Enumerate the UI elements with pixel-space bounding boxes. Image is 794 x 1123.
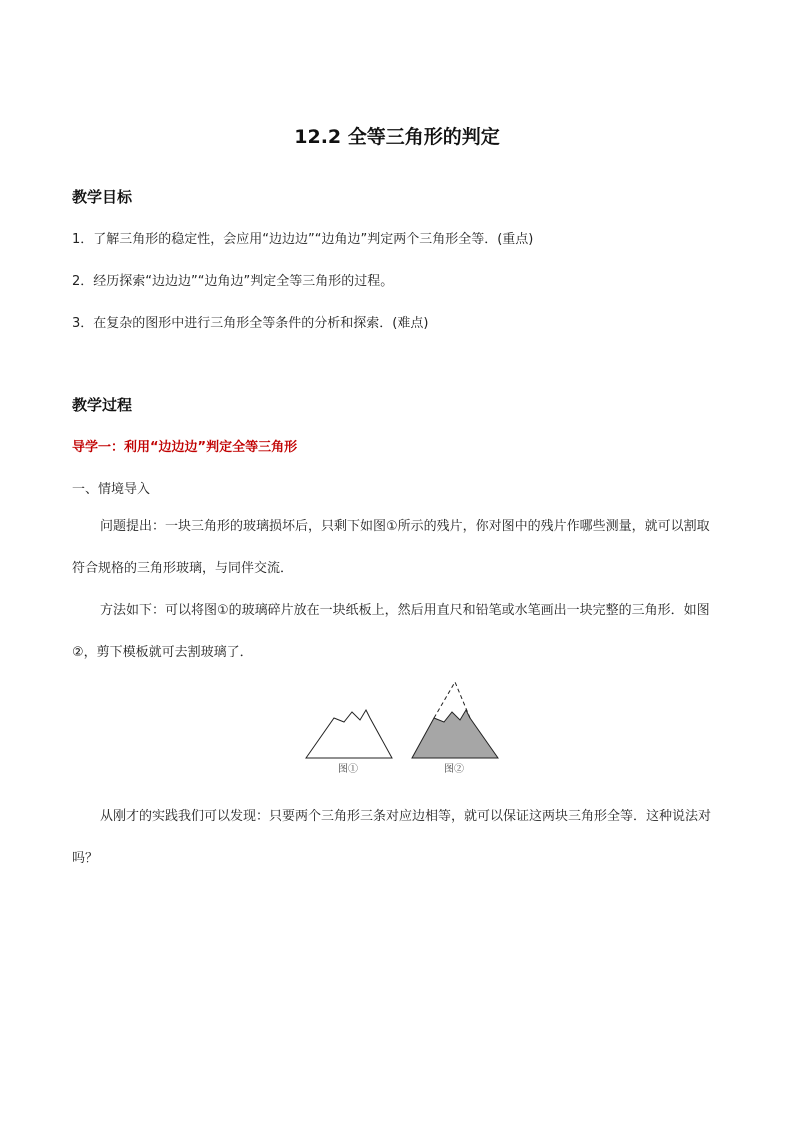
process-heading: 教学过程 [72, 396, 133, 414]
objective-item-1: 1．了解三角形的稳定性，会应用“边边边”“边角边”判定两个三角形全等．(重点) [72, 232, 534, 247]
page-title: 12.2 全等三角形的判定 [294, 126, 500, 148]
sub-title: 一、情境导入 [72, 482, 151, 497]
figure-2-caption: 图② [444, 764, 464, 775]
objectives-heading: 教学目标 [72, 188, 133, 206]
paragraph-3: 从刚才的实践我们可以发现：只要两个三角形三条对应边相等，就可以保证这两块三角形全等．这种说法对吗？ [72, 809, 712, 866]
section-title: 导学一：利用“边边边”判定全等三角形 [72, 440, 298, 455]
figure-1-caption: 图① [338, 764, 358, 775]
paragraph-2: 方法如下：可以将图①的玻璃碎片放在一块纸板上，然后用直尺和铅笔或水笔画出一块完整的三角形．如图②，剪下模板就可去割玻璃了． [72, 603, 710, 660]
objective-item-3: 3．在复杂的图形中进行三角形全等条件的分析和探索．(难点) [72, 316, 429, 331]
triangle-figures [300, 678, 510, 778]
glass-fragment-shape [306, 710, 392, 758]
objective-item-2: 2．经历探索“边边边”“边角边”判定全等三角形的过程。 [72, 274, 394, 289]
glass-on-board-shape [412, 710, 498, 758]
paragraph-1: 问题提出：一块三角形的玻璃损坏后，只剩下如图①所示的残片，你对图中的残片作哪些测量，就可以割取符合规格的三角形玻璃，与同伴交流． [72, 519, 710, 576]
